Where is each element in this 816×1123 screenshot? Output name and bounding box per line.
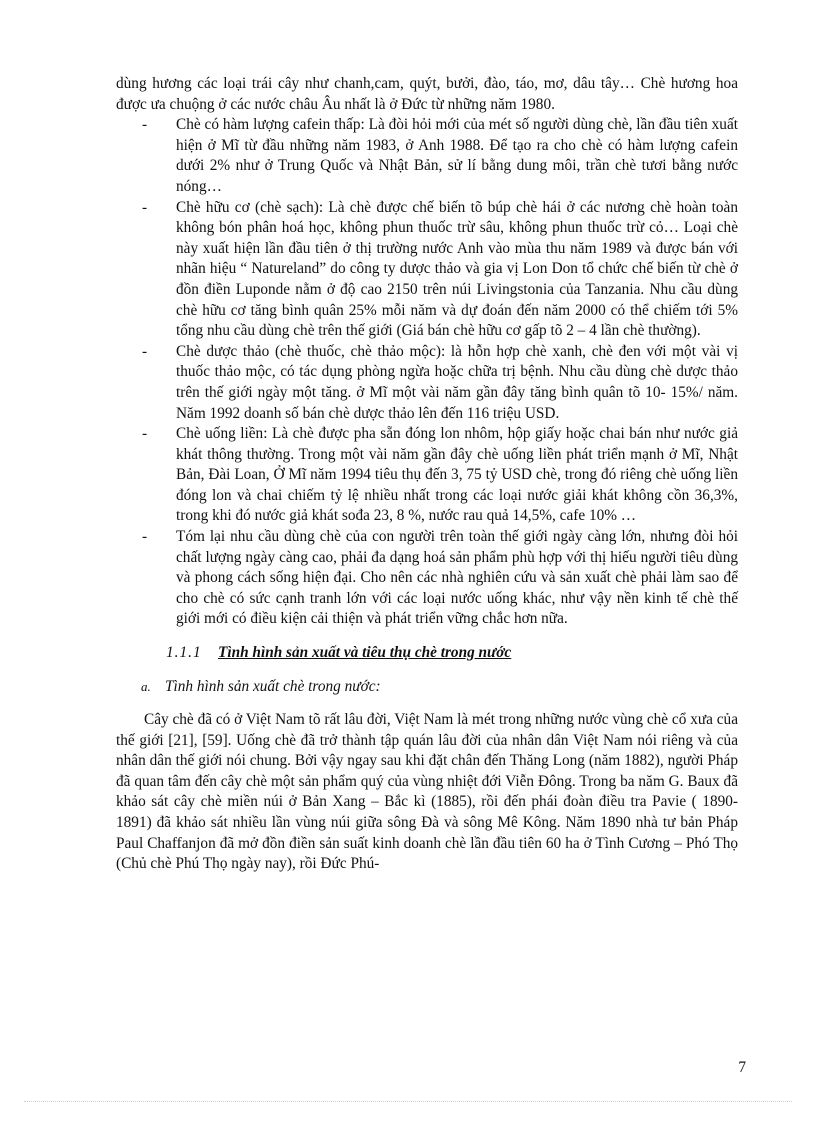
bullet-item-ready-to-drink xyxy=(116,424,738,527)
subsection-letter: a. xyxy=(141,679,151,695)
section-title: Tình hình sản xuất và tiêu thụ chè trong nước xyxy=(218,644,512,662)
section-heading xyxy=(116,643,738,667)
bullet-item-herbal-tea xyxy=(116,342,738,424)
subsection-title: Tình hình sản xuất chè trong nước: xyxy=(165,678,381,696)
bullet-dash: - xyxy=(142,116,148,134)
bullet-text: Chè có hàm lượng cafein thấp: Là đòi hỏi mới của mét số người dùng chè, lần đầu tiên xuất hiện ở Mĩ từ đầu những năm 1983, ở Anh 1988. Để tạo ra cho chè có hàm lượng cafein dưới 2% như ở Trung Quốc và Nhật Bản, sử lí bằng dung môi, trần chè tươi bằng nước nóng… xyxy=(176,116,738,195)
section-number: 1.1.1 xyxy=(166,644,202,662)
intro-paragraph: dùng hương các loại trái cây như chanh,cam, quýt, bưởi, đào, táo, mơ, dâu tây… Chè hương hoa được ưa chuộng ở các nước châu Âu nhất là ở Đức từ những năm 1980. xyxy=(116,75,738,113)
subsection-heading xyxy=(116,677,738,701)
bullet-dash: - xyxy=(142,528,148,546)
page-content xyxy=(116,74,738,875)
page-number: 7 xyxy=(738,1059,746,1076)
bullet-dash: - xyxy=(142,198,148,216)
bullet-item-low-caffeine xyxy=(116,115,738,197)
bullet-list xyxy=(116,115,738,630)
bullet-text: Chè dược thảo (chè thuốc, chè thảo mộc): là hỗn hợp chè xanh, chè đen với một vài vị thuốc thảo mộc, có tác dụng phòng ngừa hoặc chữa trị bệnh. Nhu cầu dùng chè dược thảo trên thế giới ngày một tăng. ở Mĩ một vài năm gần đây tăng bình quân tõ 10- 15%/ năm. Năm 1992 doanh số bán chè dược thảo lên đến 116 triệu USD. xyxy=(176,342,738,422)
body-paragraph: Cây chè đã có ở Việt Nam tõ rất lâu đời, Việt Nam là mét trong những nước vùng chè cổ xưa của thế giới [21], [59]. Uống chè đã trở thành tập quán lâu đời của nhân dân Việt Nam nói riêng và của nhân dân thế giới nói chung. Bởi vậy ngay sau khi đặt chân đến Thăng Long (năm 1882), người Pháp đã quan tâm đến cây chè một sản phẩm quý của vùng nhiệt đới Viễn Đông. Trong ba năm G. Baux đã khảo sát cây chè miền núi ở Bản Xang – Bắc kì (1885), rồi đến phái đoàn điều tra Pavie ( 1890- 1891) đã khảo sát nhiều lần vùng núi giữa sông Đà và sông Mê Kông. Năm 1890 nhà tư bản Pháp Paul Chaffanjon đã mở đồn điền sản suất kinh doanh chè lần đầu tiên 60 ha ở Tình Cương – Phó Thọ (Chủ chè Phú Thọ ngày nay), rồi Đức Phú- xyxy=(116,711,738,873)
page-bottom-divider xyxy=(24,1101,792,1102)
bullet-text: Tóm lại nhu cầu dùng chè của con người trên toàn thế giới ngày càng lớn, nhưng đòi hỏi chất lượng ngày càng cao, phải đa dạng hoá sản phẩm phù hợp với thị hiếu người tiêu dùng và phong cách sống hiện đại. Cho nên các nhà nghiên cứu và sản xuất chè phải làm sao để cho chè có sức cạnh tranh lớn với các loại nước uống khác, như vậy nền kinh tế chè thế giới mới có điều kiện cải thiện và phát triển vững chắc hơn nữa. xyxy=(176,528,738,628)
bullet-text: Chè hữu cơ (chè sạch): Là chè được chế biến tõ búp chè hái ở các nương chè hoàn toàn không bón phân hoá học, không phun thuốc trừ sâu, không phun thuốc trừ cỏ… Loại chè này xuất hiện lần đầu tiên ở thị trường nước Anh vào mùa thu năm 1989 và được bán với nhãn hiệu “ Natureland” do công ty dược thảo và gia vị Lon Don tổ chức chế biến từ chè ở đồn điền Luponde nằm ở độ cao 2150 trên núi Livingstonia của Tanzania. Nhu cầu dùng chè hữu cơ tăng bình quân 25% mỗi năm và dự đoán đến năm 2000 có thể chiếm tới 5% tổng nhu cầu dùng chè trên thế giới (Giá bán chè hữu cơ gấp tõ 2 – 4 lần chè thường). xyxy=(176,198,738,340)
bullet-dash: - xyxy=(142,425,148,443)
bullet-item-summary xyxy=(116,527,738,630)
bullet-dash: - xyxy=(142,342,148,360)
bullet-text: Chè uống liền: Là chè được pha sẵn đóng lon nhôm, hộp giấy hoặc chai bán như nước giả khát thông thường. Trong một vài năm gần đây chè uống liền phát triển mạnh ở Mĩ, Nhật Bản, Đài Loan, Ở Mĩ năm 1994 tiêu thụ đến 3, 75 tỷ USD chè, trong đó riêng chè uống liền đóng lon và chai chiếm tỷ lệ nhiều nhất trong các loại nước giải khát không cồn 36,3%, trong khi đó nước giả khát sođa 23, 8 %, nước rau quả 14,5%, cafe 10% … xyxy=(176,425,738,525)
bullet-item-organic-tea xyxy=(116,198,738,342)
